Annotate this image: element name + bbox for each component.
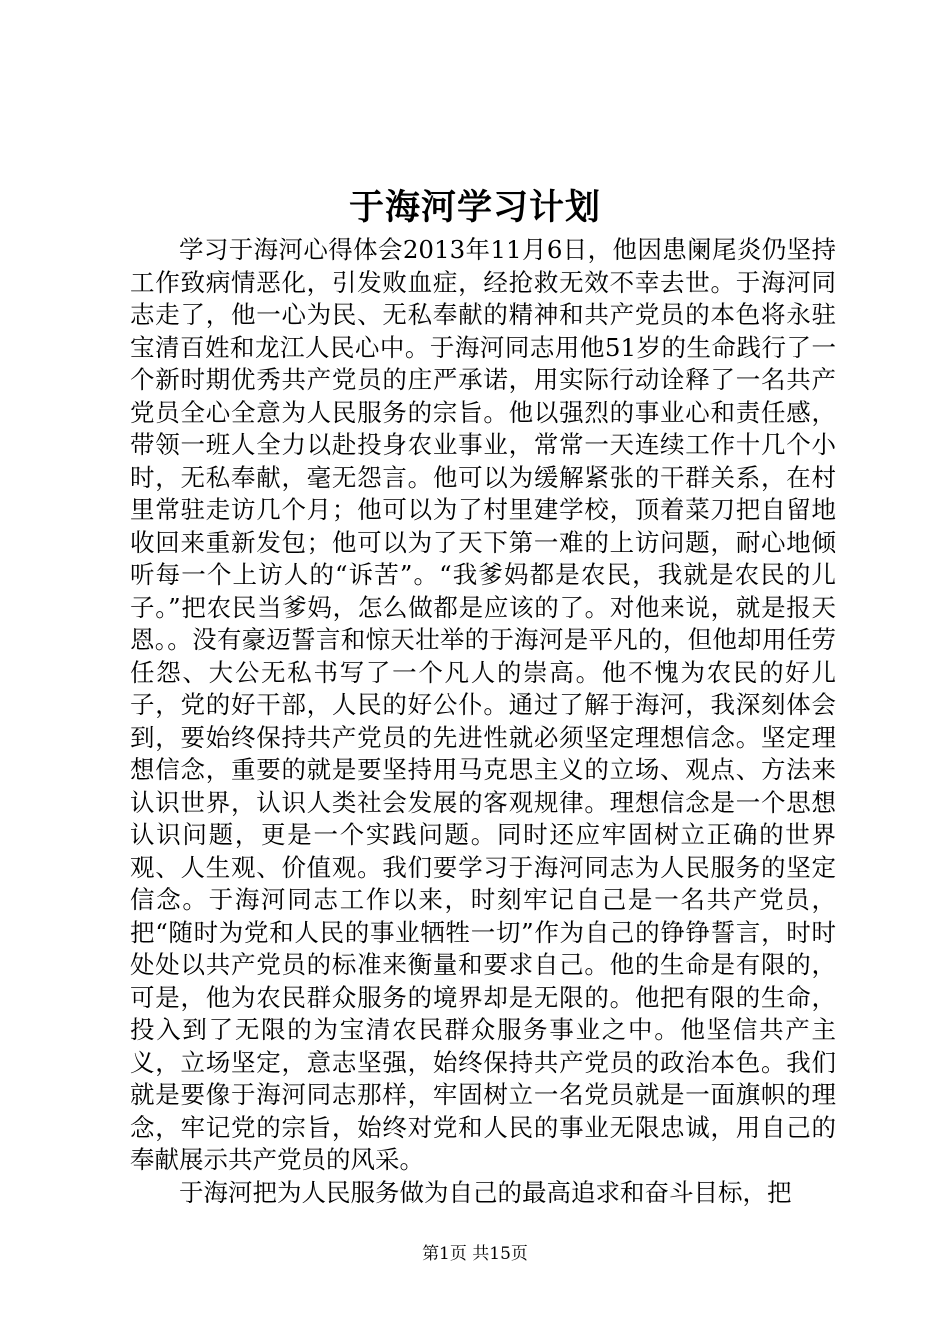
page-number-footer: 第1页 共15页 [422,1244,528,1264]
paragraph-2: 于海河把为人民服务做为自己的最高追求和奋斗目标，把 [179,1177,792,1207]
document-title: 于海河学习计划 [348,187,601,228]
paragraph-1: 学习于海河心得体会2013年11月6日，他因患阑尾炎仍坚持工作致病情恶化，引发败血症，经抢救无效不幸去世。于海河同志走了，他一心为民、无私奉献的精神和共产党员的本色将永驻宝清百姓和龙江人民心中。于海河同志用他51岁的生命践行了一个新时期优秀共产党员的庄严承诺，用实际行动诠释了一名共产党员全心全意为人民服务的宗旨。他以强烈的事业心和责任感，带领一班人全力以赴投身农业事业，常常一天连续工作十几个小时，无私奉献，毫无怨言。他可以为缓解紧张的干群关系，在村里常驻走访几个月；他可以为了村里建学校，顶着菜刀把自留地收回来重新发包；他可以为了天下第一难的上访问题，耐心地倾听每一个上访人的“诉苦”。“我爹妈都是农民，我就是农民的儿子。”把农民当爹妈，怎么做都是应该的了。对他来说，就是报天恩。。没有豪迈誓言和惊天壮举的于海河是平凡的，但他却用任劳任怨、大公无私书写了一个凡人的崇高。他不愧为农民的好儿子，党的好干部，人民的好公仆。通过了解于海河，我深刻体会到，要始终保持共产党员的先进性就必须坚定理想信念。坚定理想信念，重要的就是要坚持用马克思主义的立场、观点、方法来认识世界，认识人类社会发展的客观规律。理想信念是一个思想认识问题，更是一个实践问题。同时还应牢固树立正确的世界观、人生观、价值观。我们要学习于海河同志为人民服务的坚定信念。于海河同志工作以来，时刻牢记自己是一名共产党员，把“随时为党和人民的事业牺牲一切”作为自己的铮铮誓言，时时处处以共产党员的标准来衡量和要求自己。他的生命是有限的，可是，他为农民群众服务的境界却是无限的。他把有限的生命，投入到了无限的为宝清农民群众服务事业之中。他坚信共产主义，立场坚定，意志坚强，始终保持共产党员的政治本色。我们就是要像于海河同志那样，牢固树立一名党员就是一面旗帜的理念，牢记党的宗旨，始终对党和人民的事业无限忠诚，用自己的奉献展示共产党员的风采。 [130,235,836,1174]
document-body [130,234,836,1209]
